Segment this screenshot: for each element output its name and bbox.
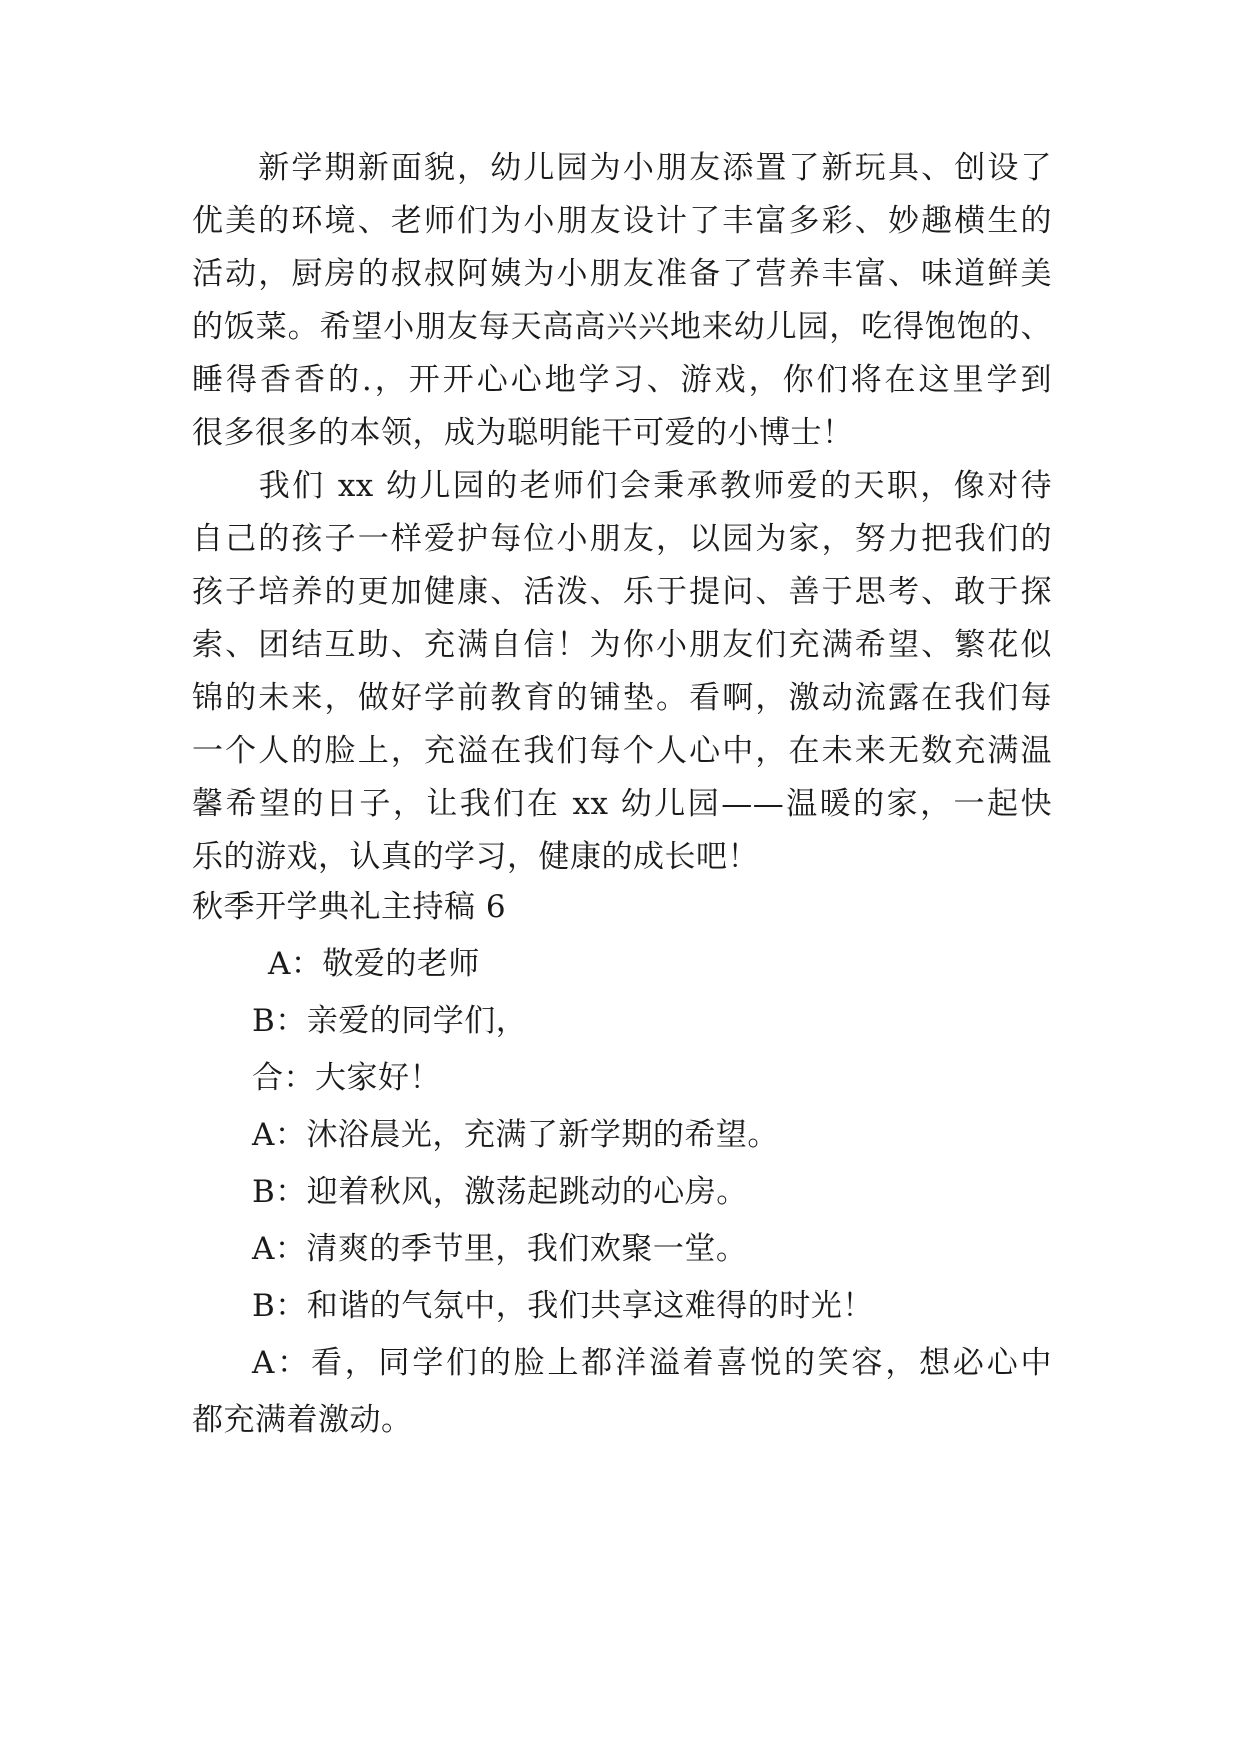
dialogue-line-7: B：和谐的气氛中，我们共享这难得的时光！ (252, 1288, 874, 1324)
paragraph-2-line-5: 锦的未来，做好学前教育的铺垫。看啊，激动流露在我们每 (192, 680, 1052, 716)
paragraph-2-line-4: 索、团结互助、充满自信！为你小朋友们充满希望、繁花似 (192, 627, 1052, 663)
dialogue-line-8: A：看，同学们的脸上都洋溢着喜悦的笑容，想必心中 (252, 1345, 1052, 1381)
paragraph-1-line-1: 新学期新面貌，幼儿园为小朋友添置了新玩具、创设了 (192, 150, 1052, 186)
dialogue-line-5: B：迎着秋风，激荡起跳动的心房。 (252, 1174, 748, 1210)
paragraph-2-line-2: 自己的孩子一样爱护每位小朋友，以园为家，努力把我们的 (192, 521, 1052, 557)
dialogue-line-9: 都充满着激动。 (192, 1402, 413, 1438)
dialogue-line-4: A：沐浴晨光，充满了新学期的希望。 (252, 1117, 779, 1153)
paragraph-1-line-2: 优美的环境、老师们为小朋友设计了丰富多彩、妙趣横生的 (192, 203, 1052, 239)
paragraph-2-line-3: 孩子培养的更加健康、活泼、乐于提问、善于思考、敢于探 (192, 574, 1052, 610)
paragraph-1-line-3: 活动，厨房的叔叔阿姨为小朋友准备了营养丰富、味道鲜美 (192, 256, 1052, 292)
dialogue-line-6: A：清爽的季节里，我们欢聚一堂。 (252, 1231, 748, 1267)
dialogue-line-1: A：敬爱的老师 (268, 946, 480, 982)
section-heading: 秋季开学典礼主持稿 6 (192, 889, 507, 925)
paragraph-2-line-7: 馨希望的日子，让我们在 xx 幼儿园——温暖的家，一起快 (192, 786, 1052, 822)
paragraph-2-line-8: 乐的游戏，认真的学习，健康的成长吧！ (192, 839, 759, 875)
paragraph-2-line-1: 我们 xx 幼儿园的老师们会秉承教师爱的天职，像对待 (192, 468, 1052, 504)
paragraph-1-line-5: 睡得香香的.，开开心心地学习、游戏，你们将在这里学到 (192, 362, 1052, 398)
dialogue-line-3: 合：大家好！ (252, 1060, 441, 1096)
dialogue-line-2: B：亲爱的同学们， (252, 1003, 528, 1039)
paragraph-1-line-6: 很多很多的本领，成为聪明能干可爱的小博士！ (192, 415, 854, 451)
paragraph-2-line-6: 一个人的脸上，充溢在我们每个人心中，在未来无数充满温 (192, 733, 1052, 769)
paragraph-1-line-4: 的饭菜。希望小朋友每天高高兴兴地来幼儿园，吃得饱饱的、 (192, 309, 1052, 345)
